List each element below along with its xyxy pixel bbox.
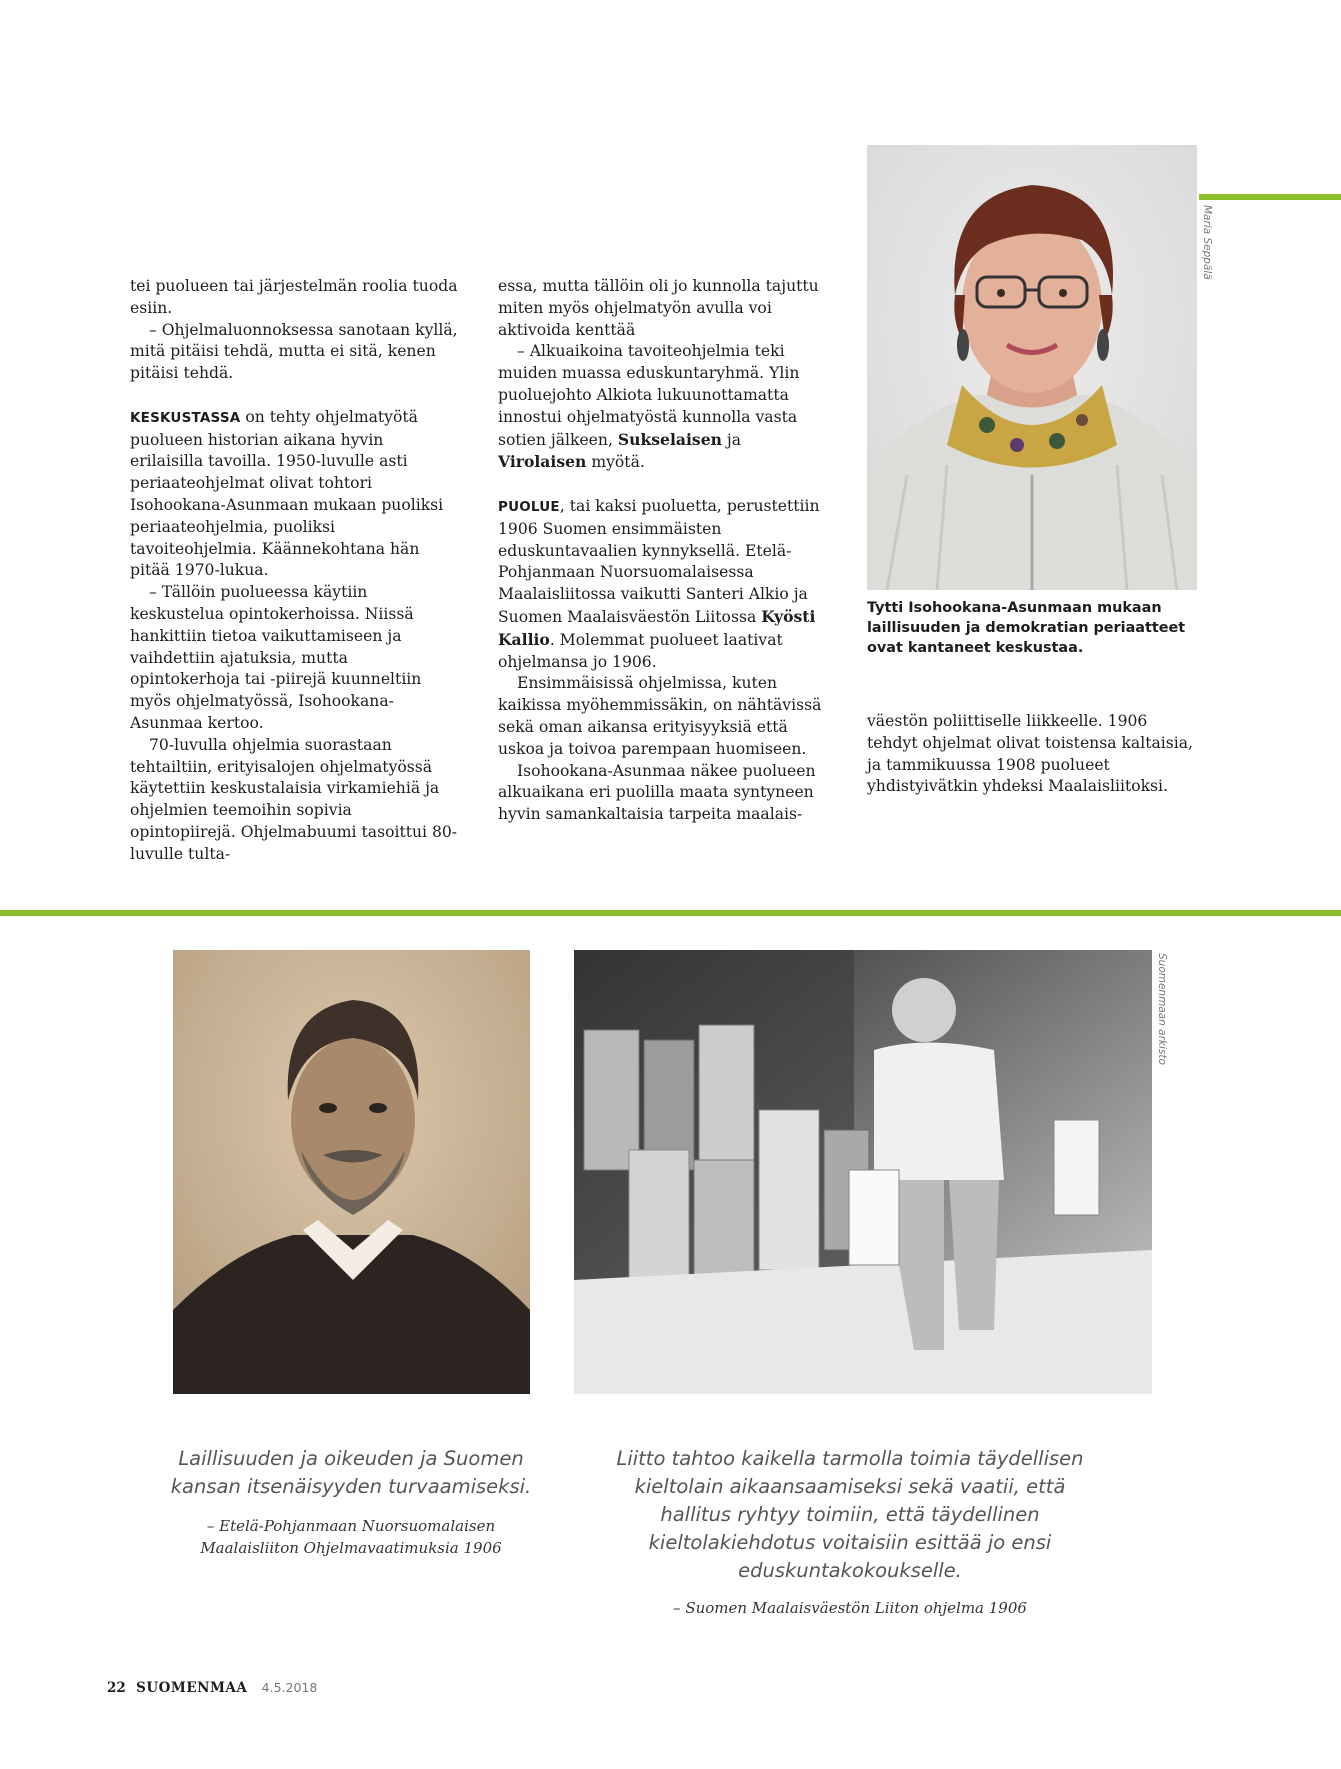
paragraph-text: – Alkuaikoina tavoiteohjelmia teki muiden muassa eduskuntaryhmä. Ylin puoluejohto Alkiota lukuunottamatta innostui ohjelmatyöstä kunnolla vasta sotien jälkeen, <box>498 342 800 449</box>
historical-portrait-photo <box>173 950 530 1394</box>
bold-name: Virolaisen <box>498 452 587 472</box>
portrait-caption: Tytti Isohookana-Asunmaan mukaan laillisuuden ja demokratian periaatteet ovat kantaneet keskustaa. <box>867 600 1186 656</box>
paragraph: essa, mutta tällöin oli jo kunnolla tajuttu miten myös ohjelmatyön avulla voi aktivoida kenttää <box>498 277 819 339</box>
bold-name: Kyösti Kallio <box>498 606 816 649</box>
paragraph: väestön poliittiselle liikkeelle. 1906 tehdyt ohjelmat olivat toistensa kaltaisia, ja tammikuussa 1908 puolueet yhdistyivätkin yhdeksi Maalaisliitoksi. <box>867 712 1193 796</box>
paragraph-text: myötä. <box>586 453 645 472</box>
photo-credit-archive: Suomenmaan arkisto <box>1156 953 1168 1065</box>
issue-date: 4.5.2018 <box>261 1680 318 1695</box>
section-lead-word: KESKUSTASSA <box>130 409 241 426</box>
bold-name: Sukselaisen <box>617 429 722 449</box>
article-column-2 <box>498 276 829 826</box>
portrait-photo-isohookana-asunmaa <box>867 145 1197 590</box>
paragraph: – Tällöin puolueessa käytiin keskustelua opintokerhoissa. Niissä hankittiin tietoa vaikuttamiseen ja vaihdettiin ajatuksia, mutta opintokerhoja tai -piirejä kuunneltiin myös ohjelmatyössä, Isohookana-Asunmaa kertoo. <box>130 583 422 732</box>
pull-quote-2: Liitto tahtoo kaikella tarmolla toimia täydellisen kieltolain aikaansaamiseksi sekä vaatii, että hallitus ryhtyy toimiin, että täydellinen kieltolakiehdotus voitaisiin esittää jo ensi eduskuntakokoukselle. <box>616 1447 1084 1582</box>
paragraph: on tehty ohjelmatyötä puolueen historian aikana hyvin erilaisilla tavoilla. 1950-luvulle asti periaateohjelmat olivat tohtori Isohookana-Asunmaan mukaan puoliksi periaateohjelmia, puoliksi tavoiteohjelmia. Käännekohtana hän pitää 1970-lukua. <box>130 407 444 580</box>
publication-name: SUOMENMAA <box>136 1680 248 1696</box>
article-column-1 <box>130 276 461 866</box>
paragraph-text: ja <box>721 430 742 449</box>
paragraph: Ensimmäisissä ohjelmissa, kuten kaikissa myöhemmissäkin, on nähtävissä sekä oman aikansa erityisyyksiä että uskoa ja toivoa parempaan huomiseen. <box>498 674 822 758</box>
quote-2-attribution: – Suomen Maalaisväestön Liiton ohjelma 1906 <box>673 1599 1027 1617</box>
paragraph-text: . Molemmat puolueet laativat ohjelmansa jo 1906. <box>498 630 783 671</box>
accent-rule-middle <box>0 910 1341 916</box>
quote-1-attribution: – Etelä-Pohjanmaan Nuorsuomalaisen Maalaisliiton Ohjelmavaatimuksia 1906 <box>200 1517 502 1557</box>
paragraph: Isohookana-Asunmaa näkee puolueen alkuaikana eri puolilla maata syntyneen hyvin samankaltaisia tarpeita maalais- <box>498 761 816 824</box>
paragraph: – Ohjelmaluonnoksessa sanotaan kyllä, mitä pitäisi tehdä, mutta ei sitä, kenen pitäisi tehdä. <box>130 320 458 383</box>
page-number: 22 <box>107 1680 126 1696</box>
paragraph: 70-luvulla ohjelmia suorastaan tehtailtiin, erityisalojen ohjelmatyössä käytettiin keskustalaisia virkamiehiä ja ohjelmien teemoihin sopivia opintopiirejä. Ohjelmabuumi tasoittui 80-luvulle tulta- <box>130 735 458 863</box>
accent-rule-top-right <box>1199 194 1341 200</box>
paragraph: tei puolueen tai järjestelmän roolia tuoda esiin. <box>130 277 458 317</box>
sepia-portrait-illustration <box>173 950 530 1394</box>
pull-quote-1: Laillisuuden ja oikeuden ja Suomen kansan itsenäisyyden turvaamiseksi. <box>170 1447 532 1498</box>
page-footer <box>107 1680 317 1696</box>
article-column-3 <box>867 711 1197 798</box>
archive-photo-worker <box>574 950 1152 1394</box>
photo-credit-portrait: Maria Seppälä <box>1201 205 1213 280</box>
section-lead-word: PUOLUE <box>498 498 560 515</box>
paragraph-text: , tai kaksi puoluetta, perustettiin 1906 Suomen ensimmäisten eduskuntavaalien kynnyksellä. Etelä-Pohjanmaan Nuorsuomalaisessa Maalaisliitossa vaikutti Santeri Alkio ja Suomen Maalaisväestön Liitossa <box>498 496 820 626</box>
bw-archive-illustration <box>574 950 1152 1394</box>
portrait-illustration <box>867 145 1197 590</box>
